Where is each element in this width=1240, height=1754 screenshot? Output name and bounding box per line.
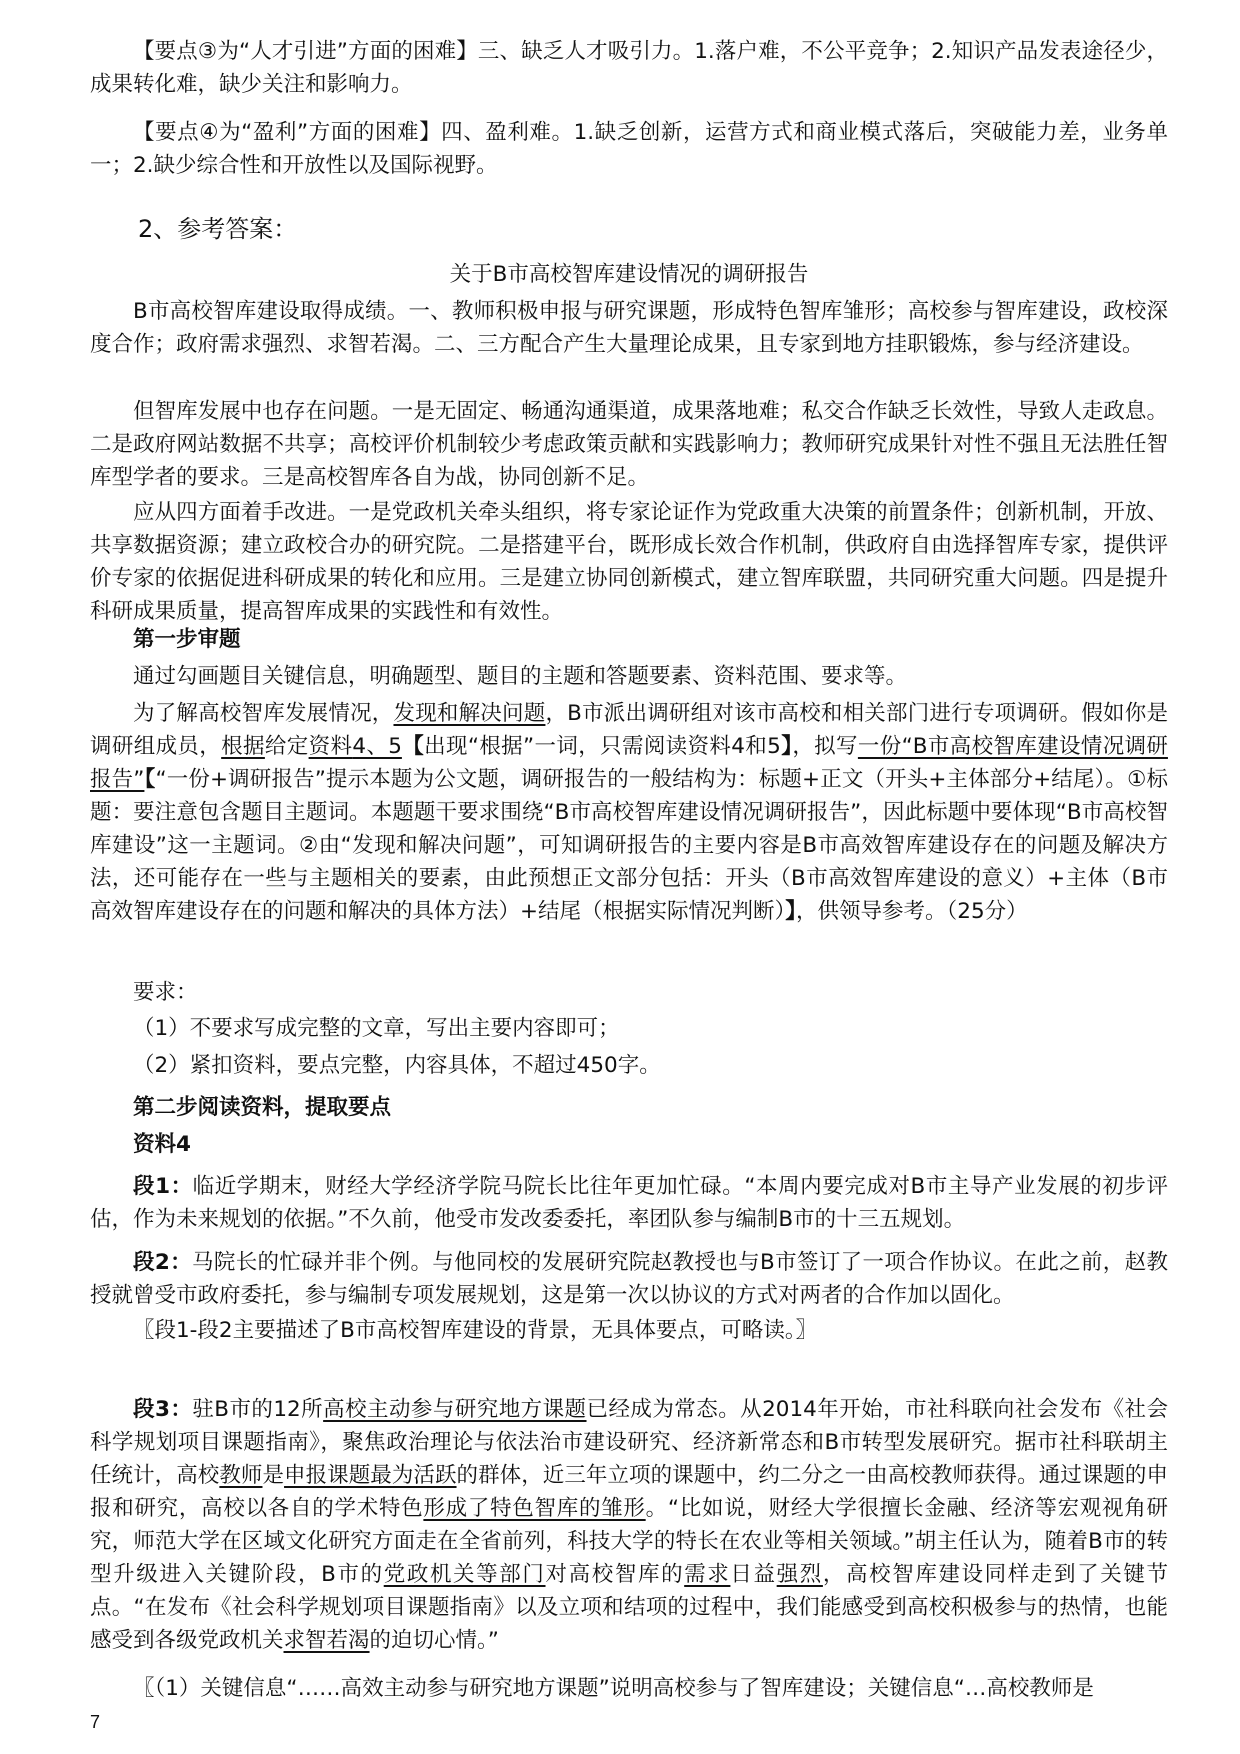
underlined-text: 4、5: [352, 734, 402, 759]
underlined-text: 求智若渴: [283, 1628, 370, 1653]
text-run: 临近学期末，财经大学经济学院马院长比往年更加忙碌。“本周内要完成对B市主导产业发展的初步评估，作为未来规划的依据。”不久前，他受市发改委委托，率团队参与编制B市的十三五规划。: [90, 1174, 1168, 1232]
text-run: 通过勾画题目关键信息，明确题型、题目的主题和答题要素、资料范围、要求等。: [133, 664, 908, 689]
text-run: 。“比如说，财经大学很擅长金融、经济等宏观视角研究，师范大学在区域文化研究方面走在全省前列，科技大学的特长在农业等相关领域。”胡主任认为，随着B市的转型升级进入关键阶段，B市的: [90, 1496, 1168, 1587]
note-segment-3: [90, 1672, 1168, 1705]
underlined-text: 一份“B市高校智库建设情况调研报告”: [90, 734, 1168, 792]
bold-text: 资料4: [133, 1132, 191, 1157]
text-run: 是: [262, 1463, 285, 1488]
text-run: 〖（1）关键信息“……高效主动参与研究地方课题”说明高校参与了智库建设；关键信息“…高校教师是: [133, 1676, 1094, 1701]
underlined-text: 党政机关等部门: [383, 1562, 546, 1587]
paragraph-segment-2: [90, 1246, 1168, 1312]
text-run: 但智库发展中也存在问题。一是无固定、畅通沟通渠道，成果落地难；私交合作缺乏长效性，导致人走政息。二是政府网站数据不共享；高校评价机制较少考虑政策贡献和实践影响力；教师研究成果针对性不强且无法胜任智库型学者的要求。三是高校智库各自为战，协同创新不足。: [90, 399, 1168, 490]
text-run: 日益: [730, 1562, 777, 1587]
bold-text: 】: [780, 734, 793, 759]
paragraph-question-analysis: [90, 697, 1168, 928]
bold-text: 【: [401, 734, 425, 759]
underlined-text: 形成了特色智库的雏形: [423, 1496, 646, 1521]
text-run: B市高校智库建设取得成绩。一、教师积极申报与研究课题，形成特色智库雏形；高校参与智库建设，政校深度合作；政府需求强烈、求智若渴。二、三方配合产生大量理论成果，且专家到地方挂职锻炼，参与经济建设。: [90, 299, 1168, 357]
step-one-heading: [90, 623, 1168, 656]
paragraph-problems: [90, 395, 1168, 494]
paragraph-achievements: [90, 295, 1168, 361]
underlined-text: 强烈: [776, 1562, 823, 1587]
text-run: （2）紧扣资料，要点完整，内容具体，不超过450字。: [133, 1053, 661, 1078]
section-heading-reference-answer: [90, 213, 1168, 246]
text-run: ，供领导参考。（25分）: [796, 899, 1028, 924]
paragraph-segment-1: [90, 1170, 1168, 1236]
text-run: 要求：: [133, 980, 198, 1005]
underlined-text: 申报课题最为活跃: [284, 1463, 457, 1488]
text-run: 应从四方面着手改进。一是党政机关牵头组织，将专家论证作为党政重大决策的前置条件；创新机制，开放、共享数据资源；建立政校合办的研究院。二是搭建平台，既形成长效合作机制，供政府自由选择智库专家，提供评价专家的依据促进科研成果的转化和应用。三是建立协同创新模式，建立智库联盟，共同研究重大问题。四是提升科研成果质量，提高智库成果的实践性和有效性。: [90, 500, 1168, 624]
report-title: [90, 258, 1168, 291]
bold-text: 第一步审题: [133, 627, 241, 652]
paragraph-improvements: [90, 496, 1168, 628]
text-run: 2、参考答案：: [138, 215, 298, 243]
text-run: ，拟写: [792, 734, 858, 759]
requirement-2: [90, 1049, 1168, 1082]
underlined-text: 高校主动参与研究地方课题: [323, 1397, 587, 1422]
page-number: 7: [90, 1712, 101, 1732]
bold-text: 段1：: [133, 1174, 193, 1199]
bold-text: 段2：: [133, 1250, 192, 1275]
text-run: 为了解高校智库发展情况，: [133, 701, 394, 726]
material-4-heading: [90, 1128, 1168, 1161]
text-run: “一份+调研报告”提示本题为公文题，调研报告的一般结构为：标题+正文（开头+主体部分+结尾）。①标题：要注意包含题目主题词。本题题干要求围绕“B市高校智库建设情况调研报告”，因此标题中要体现“B市高校智库建设”这一主题词。②由“发现和解决问题”，可知调研报告的主要内容是B市高效智库建设存在的问题及解决方法，还可能存在一些与主题相关的要素，由此预想正文部分包括：开头（B市高效智库建设的意义）+主体（B市高效智库建设存在的问题和解决的具体方法）+结尾（根据实际情况判断）: [90, 767, 1168, 924]
bold-text: 第二步阅读资料，提取要点: [133, 1095, 392, 1120]
text-run: ，B市派出调研组对该市高校和相关部门进行专项调研。假如你是调研组成员，: [90, 701, 1168, 759]
underlined-text: 发现和解决问题: [393, 701, 546, 726]
text-run: （1）不要求写成完整的文章，写出主要内容即可；: [133, 1016, 620, 1041]
text-run: 〖段1-段2主要描述了B市高校智库建设的背景，无具体要点，可略读。〗: [133, 1318, 818, 1343]
requirement-1: [90, 1012, 1168, 1045]
underlined-text: 根据: [221, 734, 265, 759]
text-run: 马院长的忙碌并非个例。与他同校的发展研究院赵教授也与B市签订了一项合作协议。在此之前，赵教授就曾受市政府委托，参与编制专项发展规划，这是第一次以协议的方式对两者的合作加以固化。: [90, 1250, 1168, 1308]
underlined-text: 教师: [219, 1463, 263, 1488]
text-run: ，高校智库建设同样走到了关键节点。“在发布《社会科学规划项目课题指南》以及立项和结项的过程中，我们能感受到高校积极参与的热情，也能感受到各级党政机关: [90, 1562, 1168, 1653]
bold-text: 】: [785, 899, 797, 924]
paragraph-segment-3: [90, 1393, 1168, 1657]
requirements-label: [90, 976, 1168, 1009]
paragraph-step-one-intro: [90, 660, 1168, 693]
note-segment-1-2: [90, 1314, 1168, 1347]
text-run: 的迫切心情。”: [369, 1628, 499, 1653]
text-run: 对高校智库的: [545, 1562, 685, 1587]
underlined-text: 资料: [308, 734, 353, 759]
text-run: 【要点③为“人才引进”方面的困难】三、缺乏人才吸引力。1.落户难，不公平竞争；2.知识产品发表途径少，成果转化难，缺少关注和影响力。: [90, 39, 1168, 97]
text-run: 出现“根据”一词，只需阅读资料4和5: [424, 734, 781, 759]
text-run: 驻B市的12所: [192, 1397, 324, 1422]
step-two-heading: [90, 1091, 1168, 1124]
text-run: 的群体，近三年立项的课题中，约二分之一由高校教师获得。通过课题的申报和研究，高校以各自的学术特色: [90, 1463, 1168, 1521]
paragraph-point-4: [90, 116, 1168, 182]
underlined-text: 需求: [684, 1562, 731, 1587]
text-run: 【要点④为“盈利”方面的困难】四、盈利难。1.缺乏创新，运营方式和商业模式落后，突破能力差，业务单一；2.缺少综合性和开放性以及国际视野。: [90, 120, 1168, 178]
bold-text: 【: [144, 767, 156, 792]
text-run: 给定: [264, 734, 309, 759]
paragraph-point-3: [90, 35, 1168, 101]
bold-text: 段3：: [133, 1397, 193, 1422]
text-run: 已经成为常态。从2014年开始，市社科联向社会发布《社会科学规划项目课题指南》，聚焦政治理论与依法治市建设研究、经济新常态和B市转型发展研究。据市社科联胡主任统计，高校: [90, 1397, 1169, 1488]
text-run: 关于B市高校智库建设情况的调研报告: [449, 262, 809, 287]
